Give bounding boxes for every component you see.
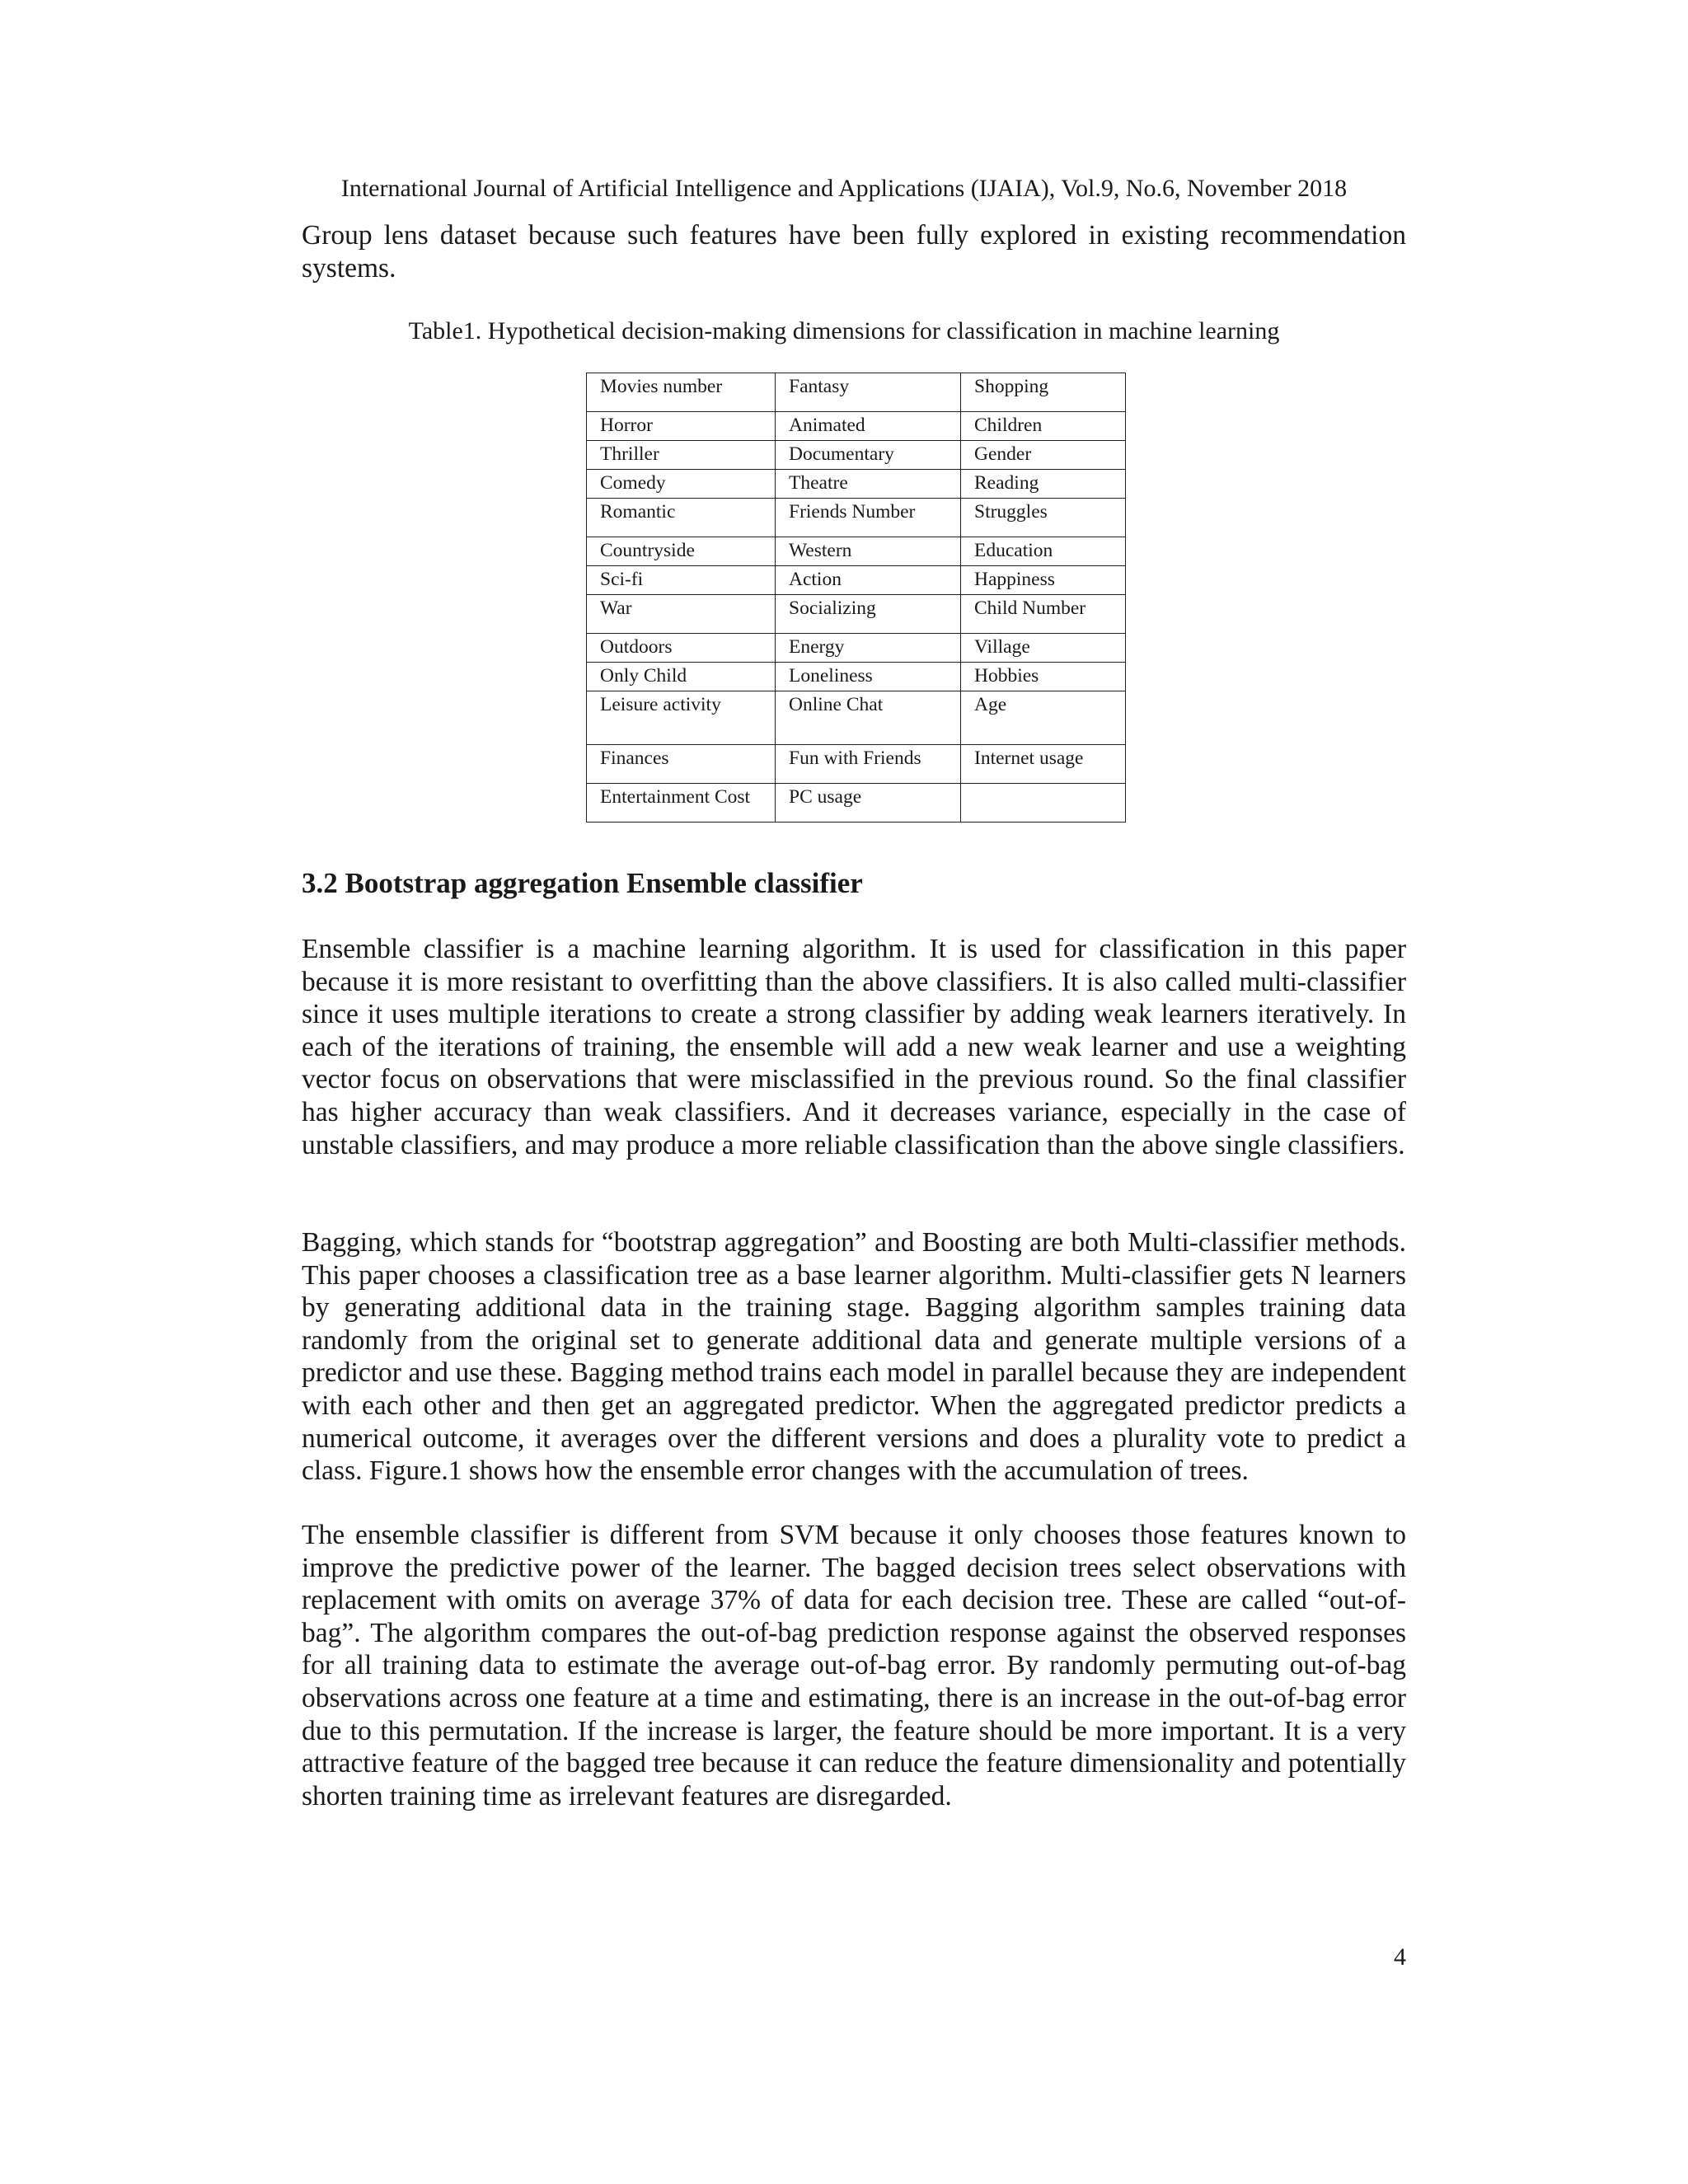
section-heading: 3.2 Bootstrap aggregation Ensemble classifier [302, 867, 863, 899]
table-cell: Fantasy [776, 373, 961, 412]
table-cell: Leisure activity [587, 691, 776, 745]
table-cell: Internet usage [961, 745, 1126, 784]
table-cell: Age [961, 691, 1126, 745]
table-cell: Education [961, 537, 1126, 566]
table-cell: Comedy [587, 470, 776, 499]
table-cell: Sci-fi [587, 566, 776, 595]
table-cell: Theatre [776, 470, 961, 499]
dimensions-table [586, 373, 1126, 823]
table-row [587, 499, 1126, 537]
table-row [587, 537, 1126, 566]
table-cell [961, 784, 1126, 823]
table-cell: Shopping [961, 373, 1126, 412]
table-cell: PC usage [776, 784, 961, 823]
table-cell: Village [961, 634, 1126, 663]
table-cell: Finances [587, 745, 776, 784]
table-cell: Only Child [587, 663, 776, 691]
table-cell: Children [961, 412, 1126, 441]
table-cell: Online Chat [776, 691, 961, 745]
table-row [587, 595, 1126, 634]
table-cell: Movies number [587, 373, 776, 412]
table-cell: Outdoors [587, 634, 776, 663]
table-cell: Energy [776, 634, 961, 663]
table-cell: War [587, 595, 776, 634]
table-caption: Table1. Hypothetical decision-making dimensions for classification in machine learning [408, 317, 1280, 344]
table-row [587, 784, 1126, 823]
running-head: International Journal of Artificial Intelligence and Applications (IJAIA), Vol.9, No.6, November 2018 [340, 175, 1348, 202]
table-row [587, 691, 1126, 745]
table-cell: Happiness [961, 566, 1126, 595]
table-cell: Romantic [587, 499, 776, 537]
table-cell: Struggles [961, 499, 1126, 537]
table-row [587, 470, 1126, 499]
table-cell: Hobbies [961, 663, 1126, 691]
table-cell: Child Number [961, 595, 1126, 634]
table-cell: Fun with Friends [776, 745, 961, 784]
intro-paragraph: Group lens dataset because such features have been fully explored in existing recommendation systems. [302, 220, 1406, 284]
body-paragraph: Ensemble classifier is a machine learning algorithm. It is used for classification in this paper because it is more resistant to overfitting than the above classifiers. It is also called multi-classifier since it uses multiple iterations to create a strong classifier by adding weak learners iteratively. In each of the iterations of training, the ensemble will add a new weak learner and use a weighting vector focus on observations that were misclassified in the previous round. So the final classifier has higher accuracy than weak classifiers. And it decreases variance, especially in the case of unstable classifiers, and may produce a more reliable classification than the above single classifiers. [302, 934, 1406, 1160]
table-cell: Entertainment Cost [587, 784, 776, 823]
table-row [587, 412, 1126, 441]
table-cell: Friends Number [776, 499, 961, 537]
table-cell: Gender [961, 441, 1126, 470]
page-number: 4 [1394, 1943, 1406, 1971]
table-row [587, 566, 1126, 595]
body-paragraph: The ensemble classifier is different from SVM because it only chooses those features known to improve the predictive power of the learner. The bagged decision trees select observations with replacement with omits on average 37% of data for each decision tree. These are called “out-of-bag”. The algorithm compares the out-of-bag prediction response against the observed responses for all training data to estimate the average out-of-bag error. By randomly permuting out-of-bag observations across one feature at a time and estimating, there is an increase in the out-of-bag error due to this permutation. If the increase is larger, the feature should be more important. It is a very attractive feature of the bagged tree because it can reduce the feature dimensionality and potentially shorten training time as irrelevant features are disregarded. [302, 1520, 1406, 1811]
table-cell: Western [776, 537, 961, 566]
table-cell: Loneliness [776, 663, 961, 691]
table-cell: Action [776, 566, 961, 595]
table-row [587, 441, 1126, 470]
table-cell: Horror [587, 412, 776, 441]
table-cell: Documentary [776, 441, 961, 470]
table-row [587, 634, 1126, 663]
table-cell: Animated [776, 412, 961, 441]
table-cell: Socializing [776, 595, 961, 634]
table-cell: Reading [961, 470, 1126, 499]
body-paragraph: Bagging, which stands for “bootstrap aggregation” and Boosting are both Multi-classifier methods. This paper chooses a classification tree as a base learner algorithm. Multi-classifier gets N learners by generating additional data in the training stage. Bagging algorithm samples training data randomly from the original set to generate additional data and generate multiple versions of a predictor and use these. Bagging method trains each model in parallel because they are independent with each other and then get an aggregated predictor. When the aggregated predictor predicts a numerical outcome, it averages over the different versions and does a plurality vote to predict a class. Figure.1 shows how the ensemble error changes with the accumulation of trees. [302, 1227, 1406, 1487]
table-row [587, 745, 1126, 784]
table-cell: Countryside [587, 537, 776, 566]
table-row [587, 663, 1126, 691]
table-row [587, 373, 1126, 412]
table-cell: Thriller [587, 441, 776, 470]
